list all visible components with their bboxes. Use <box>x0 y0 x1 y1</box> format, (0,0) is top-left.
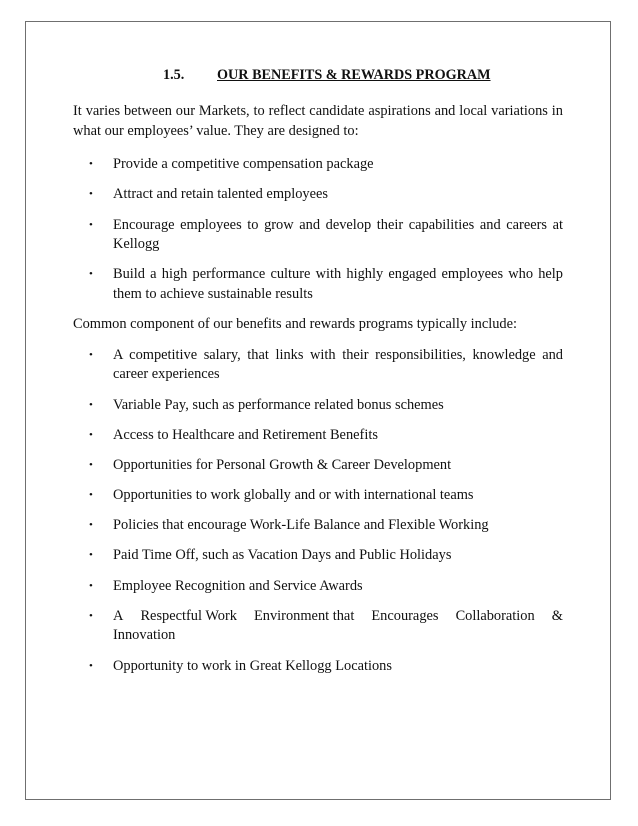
list-item-line <box>113 607 563 627</box>
list-item <box>73 657 563 677</box>
document-content <box>73 66 563 676</box>
list-item-word: & <box>551 607 563 624</box>
bullet-icon: • <box>89 188 93 201</box>
list-item-text: Opportunities to work globally and or with international teams <box>113 487 474 504</box>
bullet-icon: • <box>89 659 93 672</box>
goals-list <box>73 155 563 304</box>
bullet-icon: • <box>89 348 93 361</box>
list-item-text: A competitive salary, that links with their responsibilities, knowledge and career experiences <box>113 346 563 383</box>
list-item <box>73 426 563 446</box>
list-item <box>73 607 563 646</box>
list-item-text: Paid Time Off, such as Vacation Days and Public Holidays <box>113 547 452 564</box>
list-item <box>73 216 563 255</box>
list-item-text: Employee Recognition and Service Awards <box>113 577 363 594</box>
list-item <box>73 486 563 506</box>
bullet-icon: • <box>89 268 93 281</box>
list-item <box>73 577 563 597</box>
list-item-text: Build a high performance culture with highly engaged employees who help them to achieve sustainable results <box>113 266 563 302</box>
list-item-text: Opportunity to work in Great Kellogg Locations <box>113 657 392 674</box>
list-item-text: Attract and retain talented employees <box>113 186 328 203</box>
bullet-icon: • <box>89 218 93 231</box>
list-item-word: Environment that <box>254 607 355 624</box>
list-item <box>73 346 563 385</box>
list-item <box>73 185 563 205</box>
bullet-icon: • <box>89 609 93 622</box>
components-intro: Common component of our benefits and rewards programs typically include: <box>73 316 518 333</box>
list-item <box>73 546 563 566</box>
section-title: OUR BENEFITS & REWARDS PROGRAM <box>217 67 491 83</box>
bullet-icon: • <box>89 549 93 562</box>
list-item-text: Policies that encourage Work-Life Balance and Flexible Working <box>113 517 489 534</box>
list-item-word: Encourages <box>371 607 439 624</box>
section-heading <box>73 66 563 85</box>
list-item-word: Collaboration <box>455 607 535 624</box>
intro-paragraph: It varies between our Markets, to reflect candidate aspirations and local variations in what our employees’ value. They are designed to: <box>73 103 563 139</box>
bullet-icon: • <box>89 519 93 532</box>
bullet-icon: • <box>89 579 93 592</box>
list-item <box>73 396 563 416</box>
bullet-icon: • <box>89 398 93 411</box>
section-number: 1.5. <box>163 67 185 83</box>
bullet-icon: • <box>89 158 93 171</box>
list-item-text: Access to Healthcare and Retirement Benefits <box>113 426 378 443</box>
bullet-icon: • <box>89 428 93 441</box>
list-item <box>73 516 563 536</box>
components-list <box>73 346 563 676</box>
list-item-word: A <box>113 607 124 624</box>
list-item <box>73 456 563 476</box>
list-item-line: Innovation <box>113 627 176 644</box>
list-item <box>73 155 563 175</box>
list-item-text: Variable Pay, such as performance related bonus schemes <box>113 396 444 413</box>
list-item-text: Provide a competitive compensation package <box>113 156 374 173</box>
list-item-text: Opportunities for Personal Growth & Career Development <box>113 456 452 473</box>
bullet-icon: • <box>89 489 93 502</box>
list-item-word: Respectful Work <box>140 607 237 624</box>
list-item <box>73 265 563 304</box>
bullet-icon: • <box>89 458 93 471</box>
list-item-text: Encourage employees to grow and develop their capabilities and careers at Kellogg <box>113 216 563 253</box>
